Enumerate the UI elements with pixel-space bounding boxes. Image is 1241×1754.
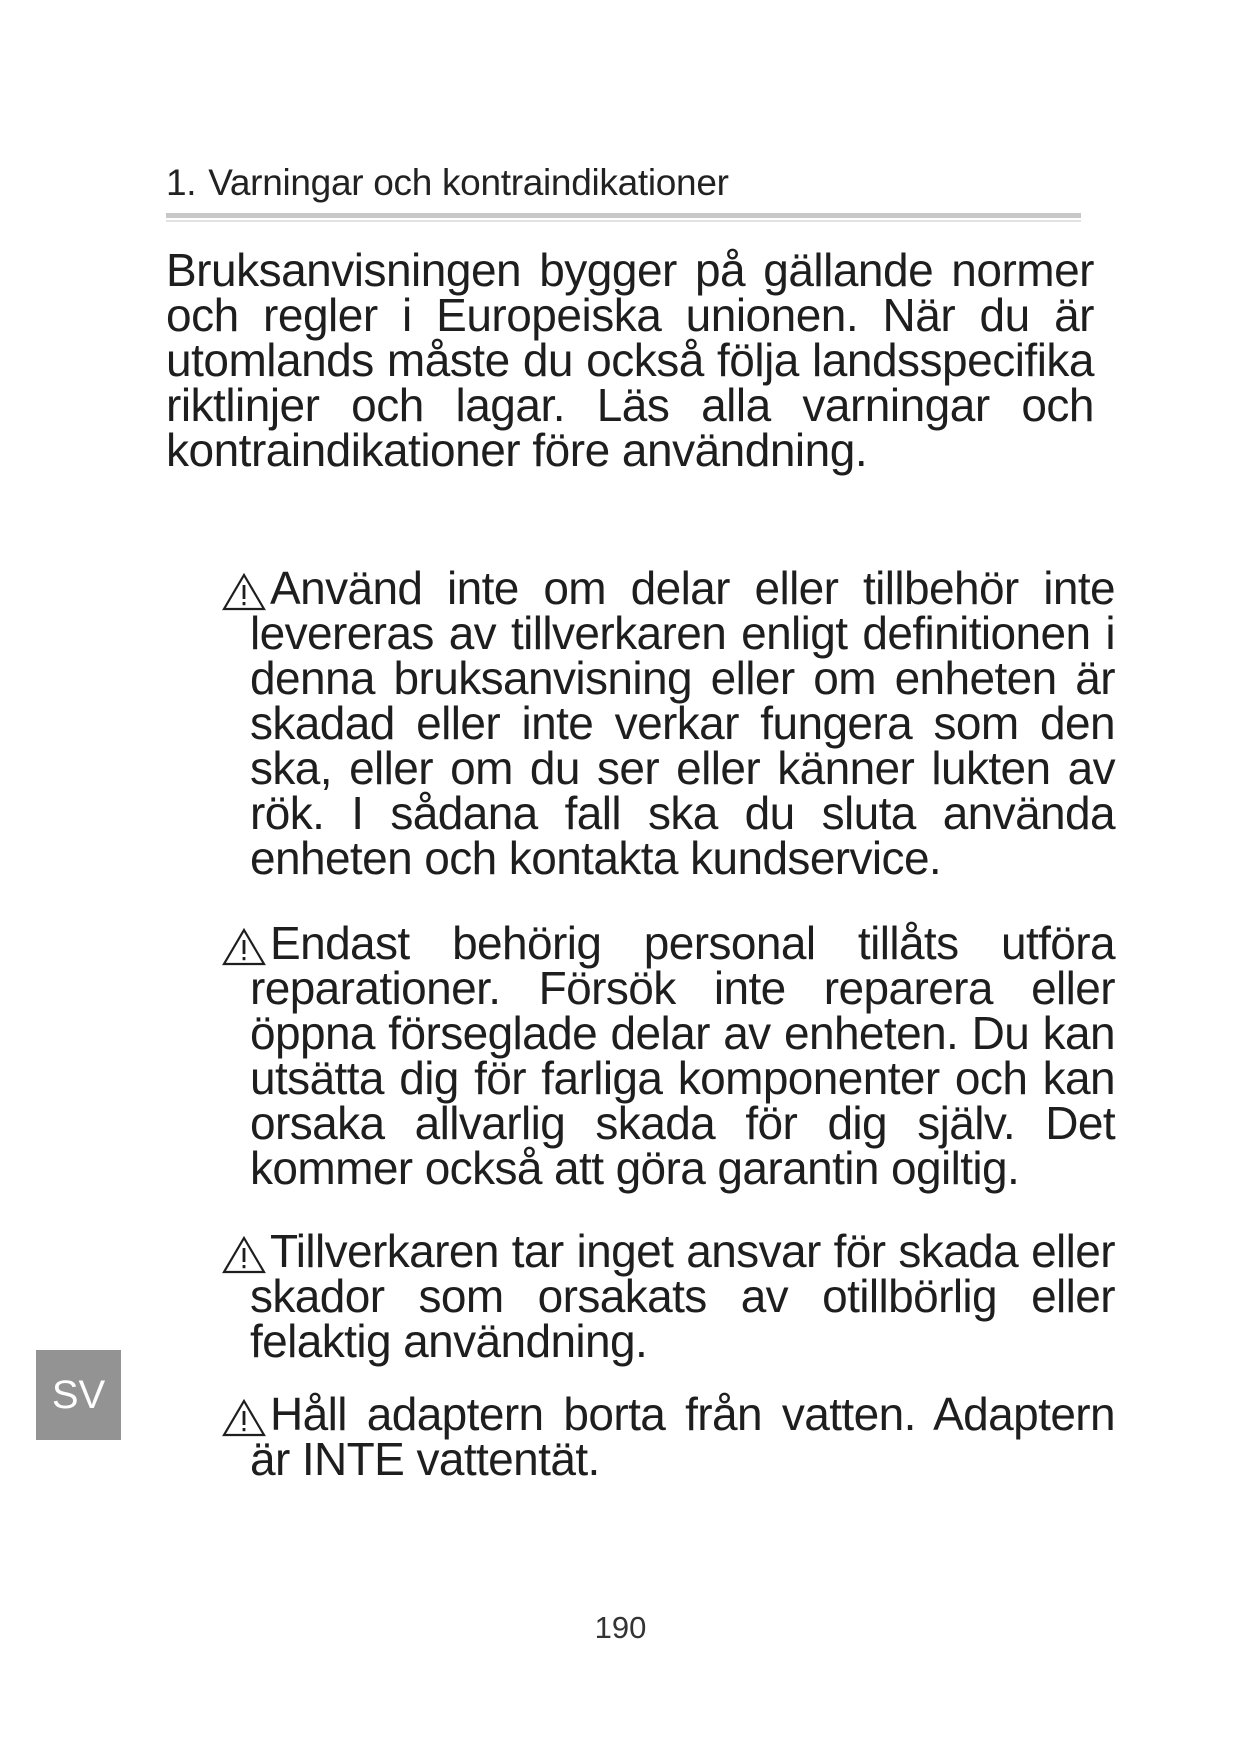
warning-triangle-icon	[222, 573, 266, 611]
language-tab: SV	[36, 1350, 121, 1440]
warning-text: Håll adaptern borta från vatten. Adaptern är INTE vattentät.	[250, 1388, 1115, 1485]
warning-item	[222, 917, 1115, 1194]
section-heading	[166, 160, 729, 206]
warning-text: Använd inte om delar eller tillbehör inte levereras av tillverkaren enligt definitionen i denna bruksanvisning eller om enheten är skadad eller inte verkar fungera som den ska, eller om du ser eller känner lukten av rök. I sådana fall ska du sluta använda enheten och kontakta kundservice.	[250, 562, 1115, 884]
warning-triangle-icon	[222, 1399, 266, 1437]
warning-triangle-icon	[222, 1236, 266, 1274]
section-number: 1.	[166, 162, 197, 203]
warning-item	[222, 562, 1115, 884]
warning-item	[222, 1388, 1115, 1485]
warning-triangle-icon	[222, 928, 266, 966]
section-title: Varningar och kontraindikationer	[208, 162, 729, 203]
warning-text: Endast behörig personal tillåts utföra reparationer. Försök inte reparera eller öppna förseglade delar av enheten. Du kan utsätta dig för farliga komponenter och kan orsaka allvarlig skada för dig själv. Det kommer också att göra garantin ogiltig.	[250, 917, 1115, 1194]
warning-list	[222, 562, 1115, 1522]
warning-item	[222, 1225, 1115, 1367]
warning-text: Tillverkaren tar inget ansvar för skada eller skador som orsakats av otillbörlig eller felaktig användning.	[250, 1225, 1115, 1367]
intro-paragraph: Bruksanvisningen bygger på gällande normer och regler i Europeiska unionen. När du är utomlands måste du också följa landsspecifika riktlinjer och lagar. Läs alla varningar och kontraindikationer före användning.	[166, 244, 1094, 476]
page-number: 190	[594, 1610, 647, 1645]
heading-divider	[166, 213, 1081, 218]
